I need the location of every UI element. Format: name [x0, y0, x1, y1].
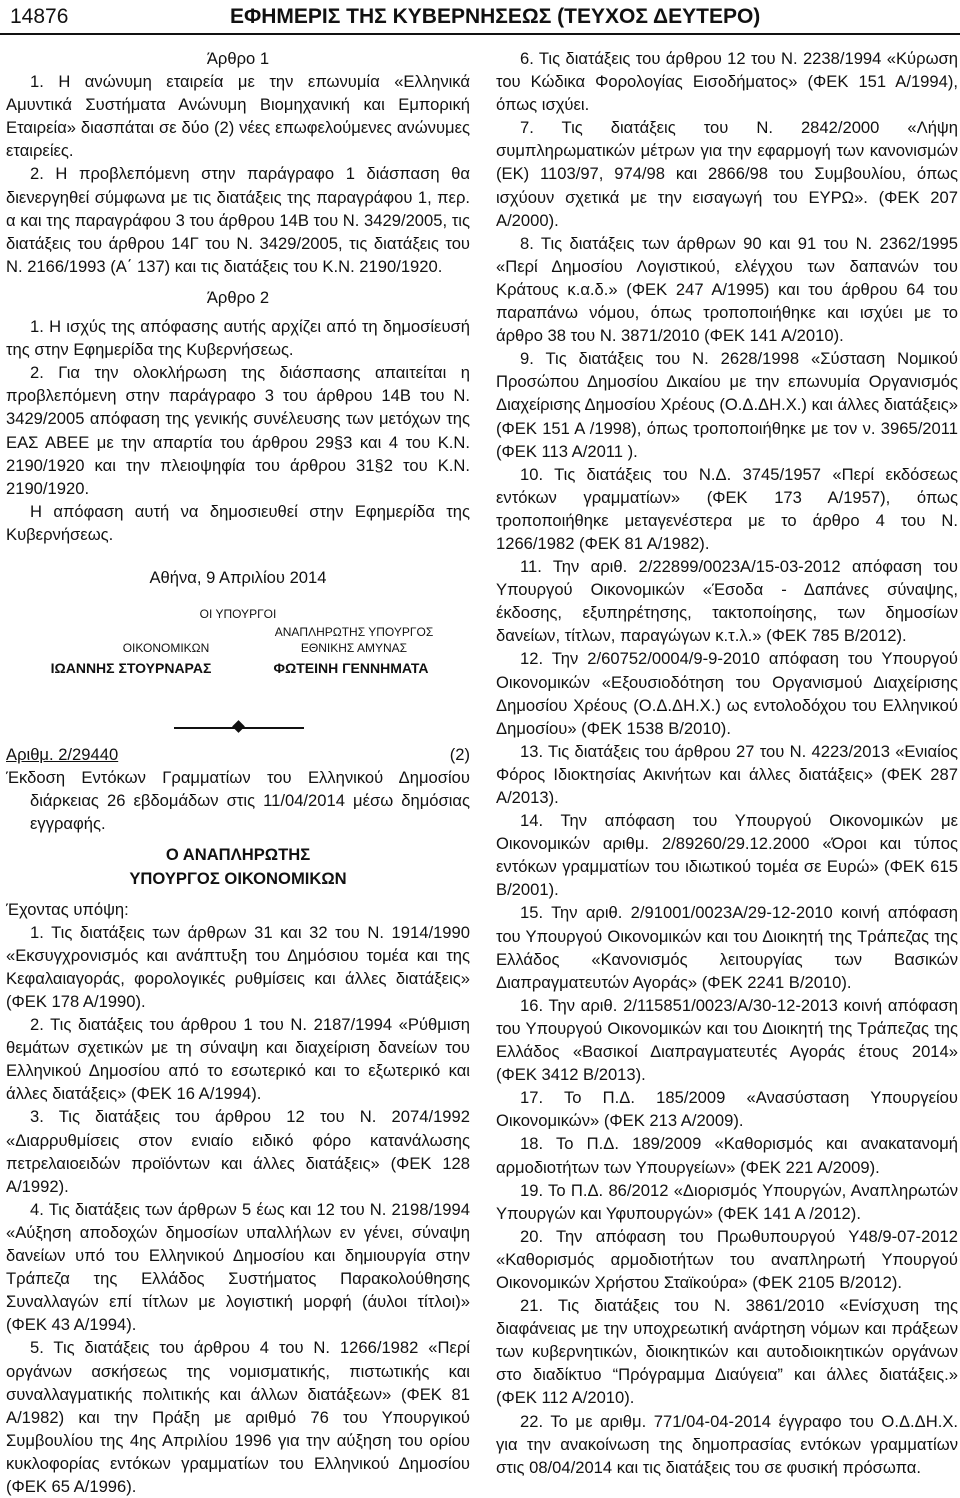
article-2-title: Άρθρο 2 — [206, 287, 270, 307]
decision-title: Έκδοση Εντόκων Γραμματίων του Ελληνικού Δημοσίου διάρκειας 26 εβδομάδων στις 11/04/2014 μέσω δημόσιας εγγραφής. — [6, 768, 470, 834]
article-2-paragraph-2: 2. Για την ολοκλήρωση της διάσπασης απαιτείται η προβλεπόμενη στην παράγραφο 3 του άρθρου 14Β του Ν. 3429/2005 απόφαση της γενικής συνέλευσης των μετόχων της ΕΑΣ ΑΒΕΕ με την απαρτία του άρθρου 29§3 και 4 του Κ.Ν. 2190/1920 και την πλειοψηφία του άρθρου 31§2 του Κ.Ν. 2190/1920. — [6, 363, 470, 498]
having-regard-heading: Έχοντας υπόψη: — [6, 899, 129, 919]
decision-number: Αριθμ. 2/29440 — [6, 745, 119, 765]
recital-9: 9. Τις διατάξεις του Ν. 2628/1998 «Σύσταση Νομικού Προσώπου Δημοσίου Δικαίου με την επωνυμία Οργανισμός Διαχείρισης Δημοσίου Χρέους (Ο.Δ.ΔΗ.Χ.) και άλλες διατάξεις» (ΦΕΚ 151 Α /1998), όπως τροποποιήθηκε με τον ν. 3965/2011 (ΦΕΚ 113 Α/2011 ). — [496, 349, 958, 461]
recital-7: 7. Τις διατάξεις του Ν. 2842/2000 «Λήψη συμπληρωματικών μέτρων για την εφαρμογή των κανονισμών (ΕΚ) 1103/97, 974/98 και 2866/98 του Συμβουλίου, όπως ισχύουν σχετικά με την εισαγωγή του ΕΥΡΩ». (ΦΕΚ 207 Α/2000). — [496, 118, 958, 230]
minister-title-line-2: ΥΠΟΥΡΓΟΣ ΟΙΚΟΝΟΜΙΚΩΝ — [129, 868, 347, 888]
recital-14: 14. Την απόφαση του Υπουργού Οικονομικών με Οικονομικών αριθμ. 2/89260/29.12.2000 «Όροι και τύπος εντόκων γραμματίων του ιδιωτικού τομέα σε Ευρώ» (ΦΕΚ 615 Β/2001). — [496, 811, 958, 900]
gazette-title: ΕΦΗΜΕΡΙΣ ΤΗΣ ΚΥΒΕΡΝΗΣΕΩΣ (ΤΕΥΧΟΣ ΔΕΥΤΕΡΟ) — [230, 5, 761, 28]
minister-title-line-1: Ο ΑΝΑΠΛΗΡΩΤΗΣ — [165, 845, 311, 865]
signatures-block — [6, 607, 470, 717]
page-number: 14876 — [10, 5, 69, 28]
signatory-2-title-line-2: ΕΘΝΙΚΗΣ ΑΜΥΝΑΣ — [300, 641, 408, 656]
recital-6: 6. Τις διατάξεις του άρθρου 12 του Ν. 2238/1994 «Κύρωση του Κώδικα Φορολογίας Εισοδήματος» (ΦΕΚ 151 Α/1994), όπως ισχύει. — [496, 49, 958, 115]
article-1-title: Άρθρο 1 — [206, 49, 270, 68]
recital-8: 8. Τις διατάξεις των άρθρων 90 και 91 του Ν. 2362/1995 «Περί Δημοσίου Λογιστικού, ελέγχου των δαπανών του Κράτους κ.α.δ.» (ΦΕΚ 247 Α/1995) και του άρθρου 64 του παραπάνω νόμου, όπως τροποποιήθηκε και ισχύει με το άρθρο 38 του Ν. 3871/2010 (ΦΕΚ 141 Α/2010). — [496, 233, 958, 346]
left-column — [6, 47, 470, 1498]
header-rule — [0, 33, 960, 35]
article-1-paragraph-1: 1. Η ανώνυμη εταιρεία με την επωνυμία «Ελληνικά Αμυντικά Συστήματα Ανώνυμη Βιομηχανική και Εμπορική Εταιρεία» διασπάται σε δύο (2) νέες επωφελούμενες ανώνυμες εταιρείες. — [6, 72, 470, 161]
decision-header — [6, 743, 470, 766]
article-2-paragraph-1: 1. Η ισχύς της απόφασης αυτής αρχίζει από τη δημοσίευσή της στην Εφημερίδα της Κυβερνήσεως. — [6, 317, 470, 360]
recital-20: 20. Την απόφαση του Πρωθυπουργού Υ48/9-07-2012 «Καθορισμός αρμοδιοτήτων του αναπληρωτή Υπουργού Οικονομικών Χρήστου Σταϊκούρα» (ΦΕΚ 2105 Β/2012). — [496, 1226, 958, 1292]
recital-15: 15. Την αριθ. 2/91001/0023Α/29-12-2010 κοινή απόφαση του Υπουργού Οικονομικών και του Διοικητή της Τράπεζας της Ελλάδος «Κανονισμός λειτουργίας των Βασικών Διαπραγματευτών Αγοράς» (ΦΕΚ 2241 Β/2010). — [496, 903, 958, 992]
recital-18: 18. Το Π.Δ. 189/2009 «Καθορισμός και ανακατανομή αρμοδιοτήτων των Υπουργείων» (ΦΕΚ 221 Α/2009). — [496, 1134, 958, 1177]
article-1-paragraph-2: 2. Η προβλεπόμενη στην παράγραφο 1 διάσπαση θα διενεργηθεί σύμφωνα με τις διατάξεις της παραγράφου 1, περ. α και της παραγράφου 3 του άρθρου 14Β του Ν. 3429/2005, τις διατάξεις του άρθρου 14Γ του Ν. 3429/2005, τις διατάξεις του Ν. 2166/1993 (Α΄ 137) και τις διατάξεις του Κ.Ν. 2190/1920. — [6, 164, 470, 276]
recital-17: 17. Το Π.Δ. 185/2009 «Ανασύσταση Υπουργείου Οικονομικών» (ΦΕΚ 213 Α/2009). — [496, 1088, 958, 1131]
recital-11: 11. Την αριθ. 2/22899/0023Α/15-03-2012 απόφαση του Υπουργού Οικονομικών «Έσοδα - Δαπάνες σύναψης, έκδοσης, εξυπηρέτησης, τακτοποίησης, των δημοσίων δανείων, τίτλων, παραγώγων κ.τ.λ.» (ΦΕΚ 785 Β/2012). — [496, 557, 958, 646]
recital-3: 3. Τις διατάξεις του άρθρου 12 του Ν. 2074/1992 «Διαρρυθμίσεις στον ενιαίο ειδικό φόρο κατανάλωσης πετρελαιοειδών προϊόντων και άλλες διατάξεις» (ΦΕΚ 128 Α/1992). — [6, 1107, 470, 1196]
signatory-2-name: ΦΩΤΕΙΝΗ ΓΕΝΝΗΜΑΤΑ — [273, 660, 429, 677]
recital-12: 12. Την 2/60752/0004/9-9-2010 απόφαση του Υπουργού Οικονομικών «Εξουσιοδότηση του Οργανισμού Διαχείρισης Δημοσίου Χρέους (Ο.Δ.ΔΗ.Χ.) ως εντολοδόχου του Ελληνικού Δημοσίου» (ΦΕΚ 1538 Β/2010). — [496, 649, 958, 738]
ministers-heading: ΟΙ ΥΠΟΥΡΓΟΙ — [199, 607, 277, 622]
recital-5: 5. Τις διατάξεις του άρθρου 4 του Ν. 1266/1982 «Περί οργάνων ασκήσεως της νομισματικής, πιστωτικής και συναλλαγματικής πολιτικής και άλλων διατάξεων» (ΦΕΚ 81 Α/1982) και την Πράξη με αριθμό 76 του Υπουργικού Συμβουλίου της 4ης Απριλίου 1996 για την αύξηση του ορίου κυκλοφορίας εντόκων γραμματίων του Ελληνικού Δημοσίου (ΦΕΚ 65 Α/1996). — [6, 1338, 470, 1496]
recital-1: 1. Τις διατάξεις των άρθρων 31 και 32 του Ν. 1914/1990 «Εκσυγχρονισμός και ανάπτυξη του Δημόσιου τομέα και της Κεφαλαιαγοράς, φορολογικές ρυθμίσεις και άλλες διατάξεις» (ΦΕΚ 178 Α/1990). — [6, 922, 470, 1011]
recital-16: 16. Την αριθ. 2/115851/0023/Α/30-12-2013 κοινή απόφαση του Υπουργού Οικονομικών και του Διοικητή της Τράπεζας της Ελλάδος «Βασικοί Διαπραγματευτές Αγοράς έτους 2014» (ΦΕΚ 3412 Β/2013). — [496, 995, 958, 1085]
signatory-2-title-line-1: ΑΝΑΠΛΗΡΩΤΗΣ ΥΠΟΥΡΓΟΣ — [274, 625, 434, 640]
signatory-1-title: ΟΙΚΟΝΟΜΙΚΩΝ — [122, 641, 210, 656]
signatory-1-name: ΙΩΑΝΝΗΣ ΣΤΟΥΡΝΑΡΑΣ — [50, 660, 212, 677]
publication-order: Η απόφαση αυτή να δημοσιευθεί στην Εφημερίδα της Κυβερνήσεως. — [6, 501, 470, 544]
decision-index: (2) — [449, 745, 470, 765]
page-header — [0, 0, 960, 40]
diamond-ornament — [232, 720, 245, 733]
right-column — [496, 47, 958, 1479]
section-separator — [6, 717, 470, 743]
recital-22: 22. Το με αριθμ. 771/04-04-2014 έγγραφο του Ο.Δ.ΔΗ.Χ. για την ανακοίνωση της δημοπρασίας εντόκων γραμματίων στις 08/04/2014 και τις διατάξεις του σε φυσική πρόσωπα. — [496, 1411, 958, 1477]
recital-2: 2. Τις διατάξεις του άρθρου 1 του Ν. 2187/1994 «Ρύθμιση θεμάτων σχετικών με τη σύναψη και διαχείριση δανείων του Ελληνικού Δημοσίου από το εσωτερικό και το εξωτερικό και άλλες διατάξεις» (ΦΕΚ 16 Α/1994). — [6, 1015, 470, 1104]
recital-10: 10. Τις διατάξεις του Ν.Δ. 3745/1957 «Περί εκδόσεως εντόκων γραμματίων» (ΦΕΚ 173 Α/1957), όπως τροποποιήθηκε μεταγενέστερα με το άρθρο 4 του Ν. 1266/1982 (ΦΕΚ 81 Α/1982). — [496, 464, 958, 553]
place-date: Αθήνα, 9 Απριλίου 2014 — [149, 567, 327, 587]
recital-4: 4. Τις διατάξεις των άρθρων 5 έως και 12 του Ν. 2198/1994 «Αύξηση αποδοχών δημοσίων υπαλλήλων εν γένει, σύναψη δανείων υπό του Ελληνικού Δημοσίου και δημιουργία στην Τράπεζα της Ελλάδος Συστήματος Παρακολούθησης Συναλλαγών επί τίτλων με λογιστική μορφή (άυλοι τίτλοι)» (ΦΕΚ 43 Α/1994). — [6, 1199, 470, 1335]
recital-19: 19. Το Π.Δ. 86/2012 «Διορισμός Υπουργών, Αναπληρωτών Υπουργών και Υφυπουργών» (ΦΕΚ 141 Α /2012). — [496, 1180, 958, 1223]
recital-21: 21. Τις διατάξεις του Ν. 3861/2010 «Ενίσχυση της διαφάνειας με την υποχρεωτική ανάρτηση νόμων και πράξεων των κυβερνητικών, διοικητικών και αυτοδιοικητικών οργάνων στο διαδίκτυο “Πρόγραμμα Διαύγεια” και άλλες διατάξεις.» (ΦΕΚ 112 Α/2010). — [496, 1296, 958, 1408]
recital-13: 13. Τις διατάξεις του άρθρου 27 του Ν. 4223/2013 «Ενιαίος Φόρος Ιδιοκτησίας Ακινήτων και άλλες διατάξεις» (ΦΕΚ 287 Α/2013). — [496, 741, 958, 807]
